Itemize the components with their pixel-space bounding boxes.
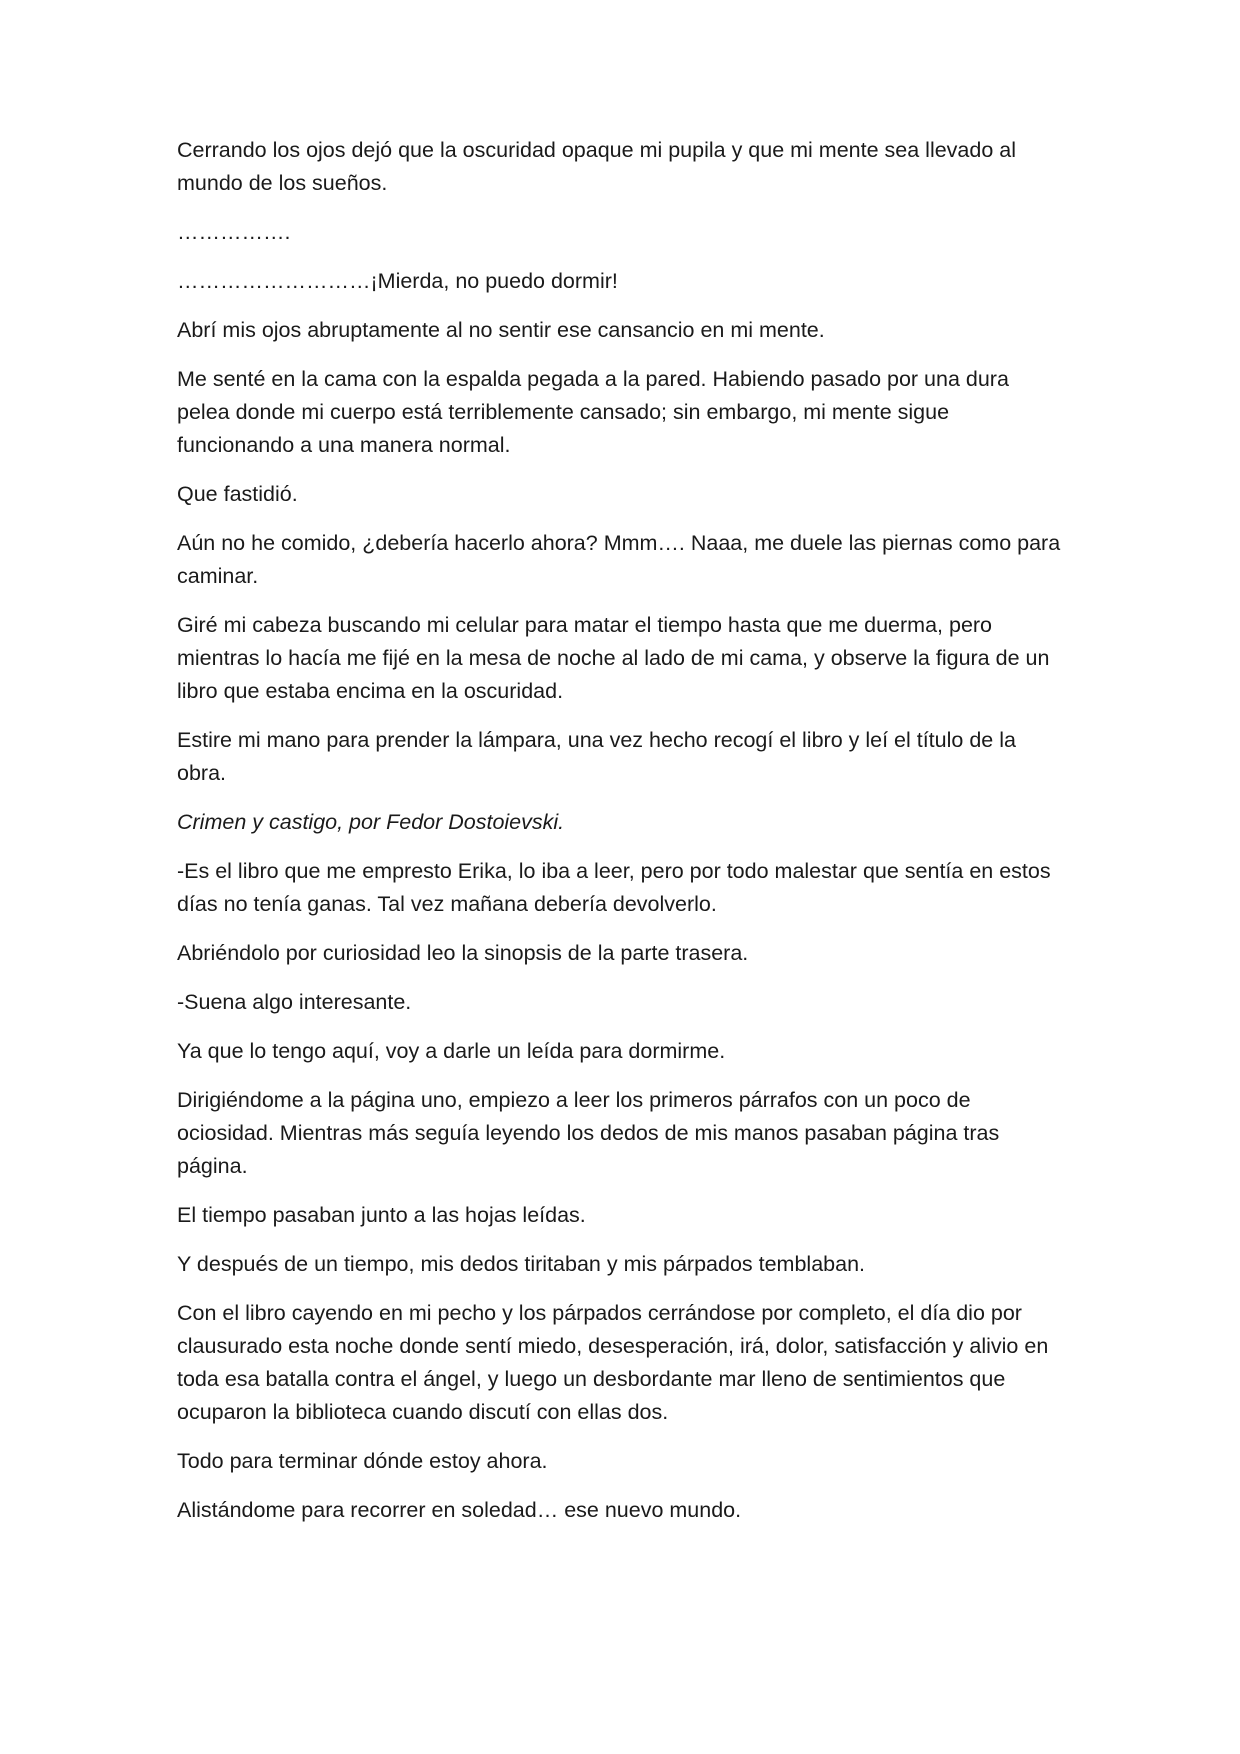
- paragraph: Cerrando los ojos dejó que la oscuridad opaque mi pupila y que mi mente sea llevado al mundo de los sueños.: [177, 138, 1017, 195]
- paragraph-book-title: Crimen y castigo, por Fedor Dostoievski.: [177, 810, 565, 834]
- document-page: [177, 134, 1067, 1543]
- paragraph: Ya que lo tengo aquí, voy a darle un leída para dormirme.: [177, 1039, 726, 1063]
- paragraph: Abriéndolo por curiosidad leo la sinopsis de la parte trasera.: [177, 941, 749, 965]
- paragraph: -Es el libro que me empresto Erika, lo iba a leer, pero por todo malestar que sentía en estos días no tenía ganas. Tal vez mañana debería devolverlo.: [177, 859, 1051, 916]
- paragraph: Y después de un tiempo, mis dedos tiritaban y mis párpados temblaban.: [177, 1252, 865, 1276]
- paragraph: ………………………¡Mierda, no puedo dormir!: [177, 269, 618, 293]
- paragraph: Que fastidió.: [177, 482, 298, 506]
- paragraph: Alistándome para recorrer en soledad… ese nuevo mundo.: [177, 1498, 742, 1522]
- paragraph: -Suena algo interesante.: [177, 990, 412, 1014]
- paragraph: Giré mi cabeza buscando mi celular para matar el tiempo hasta que me duerma, pero mientras lo hacía me fijé en la mesa de noche al lado de mi cama, y observe la figura de un libro que estaba encima en la oscuridad.: [177, 613, 1050, 703]
- paragraph: El tiempo pasaban junto a las hojas leídas.: [177, 1203, 586, 1227]
- paragraph: Abrí mis ojos abruptamente al no sentir ese cansancio en mi mente.: [177, 318, 825, 342]
- paragraph: Me senté en la cama con la espalda pegada a la pared. Habiendo pasado por una dura pelea donde mi cuerpo está terriblemente cansado; sin embargo, mi mente sigue funcionando a una manera normal.: [177, 367, 1009, 457]
- paragraph: Estire mi mano para prender la lámpara, una vez hecho recogí el libro y leí el título de la obra.: [177, 728, 1016, 785]
- paragraph: Dirigiéndome a la página uno, empiezo a leer los primeros párrafos con un poco de ociosidad. Mientras más seguía leyendo los dedos de mis manos pasaban página tras página.: [177, 1088, 1000, 1178]
- paragraph: Con el libro cayendo en mi pecho y los párpados cerrándose por completo, el día dio por clausurado esta noche donde sentí miedo, desesperación, irá, dolor, satisfacción y alivio en toda esa batalla contra el ángel, y luego un desbordante mar lleno de sentimientos que ocuparon la biblioteca cuando discutí con ellas dos.: [177, 1301, 1049, 1424]
- paragraph: …………….: [177, 220, 291, 244]
- paragraph: Todo para terminar dónde estoy ahora.: [177, 1449, 548, 1473]
- paragraph: Aún no he comido, ¿debería hacerlo ahora? Mmm…. Naaa, me duele las piernas como para caminar.: [177, 531, 1061, 588]
